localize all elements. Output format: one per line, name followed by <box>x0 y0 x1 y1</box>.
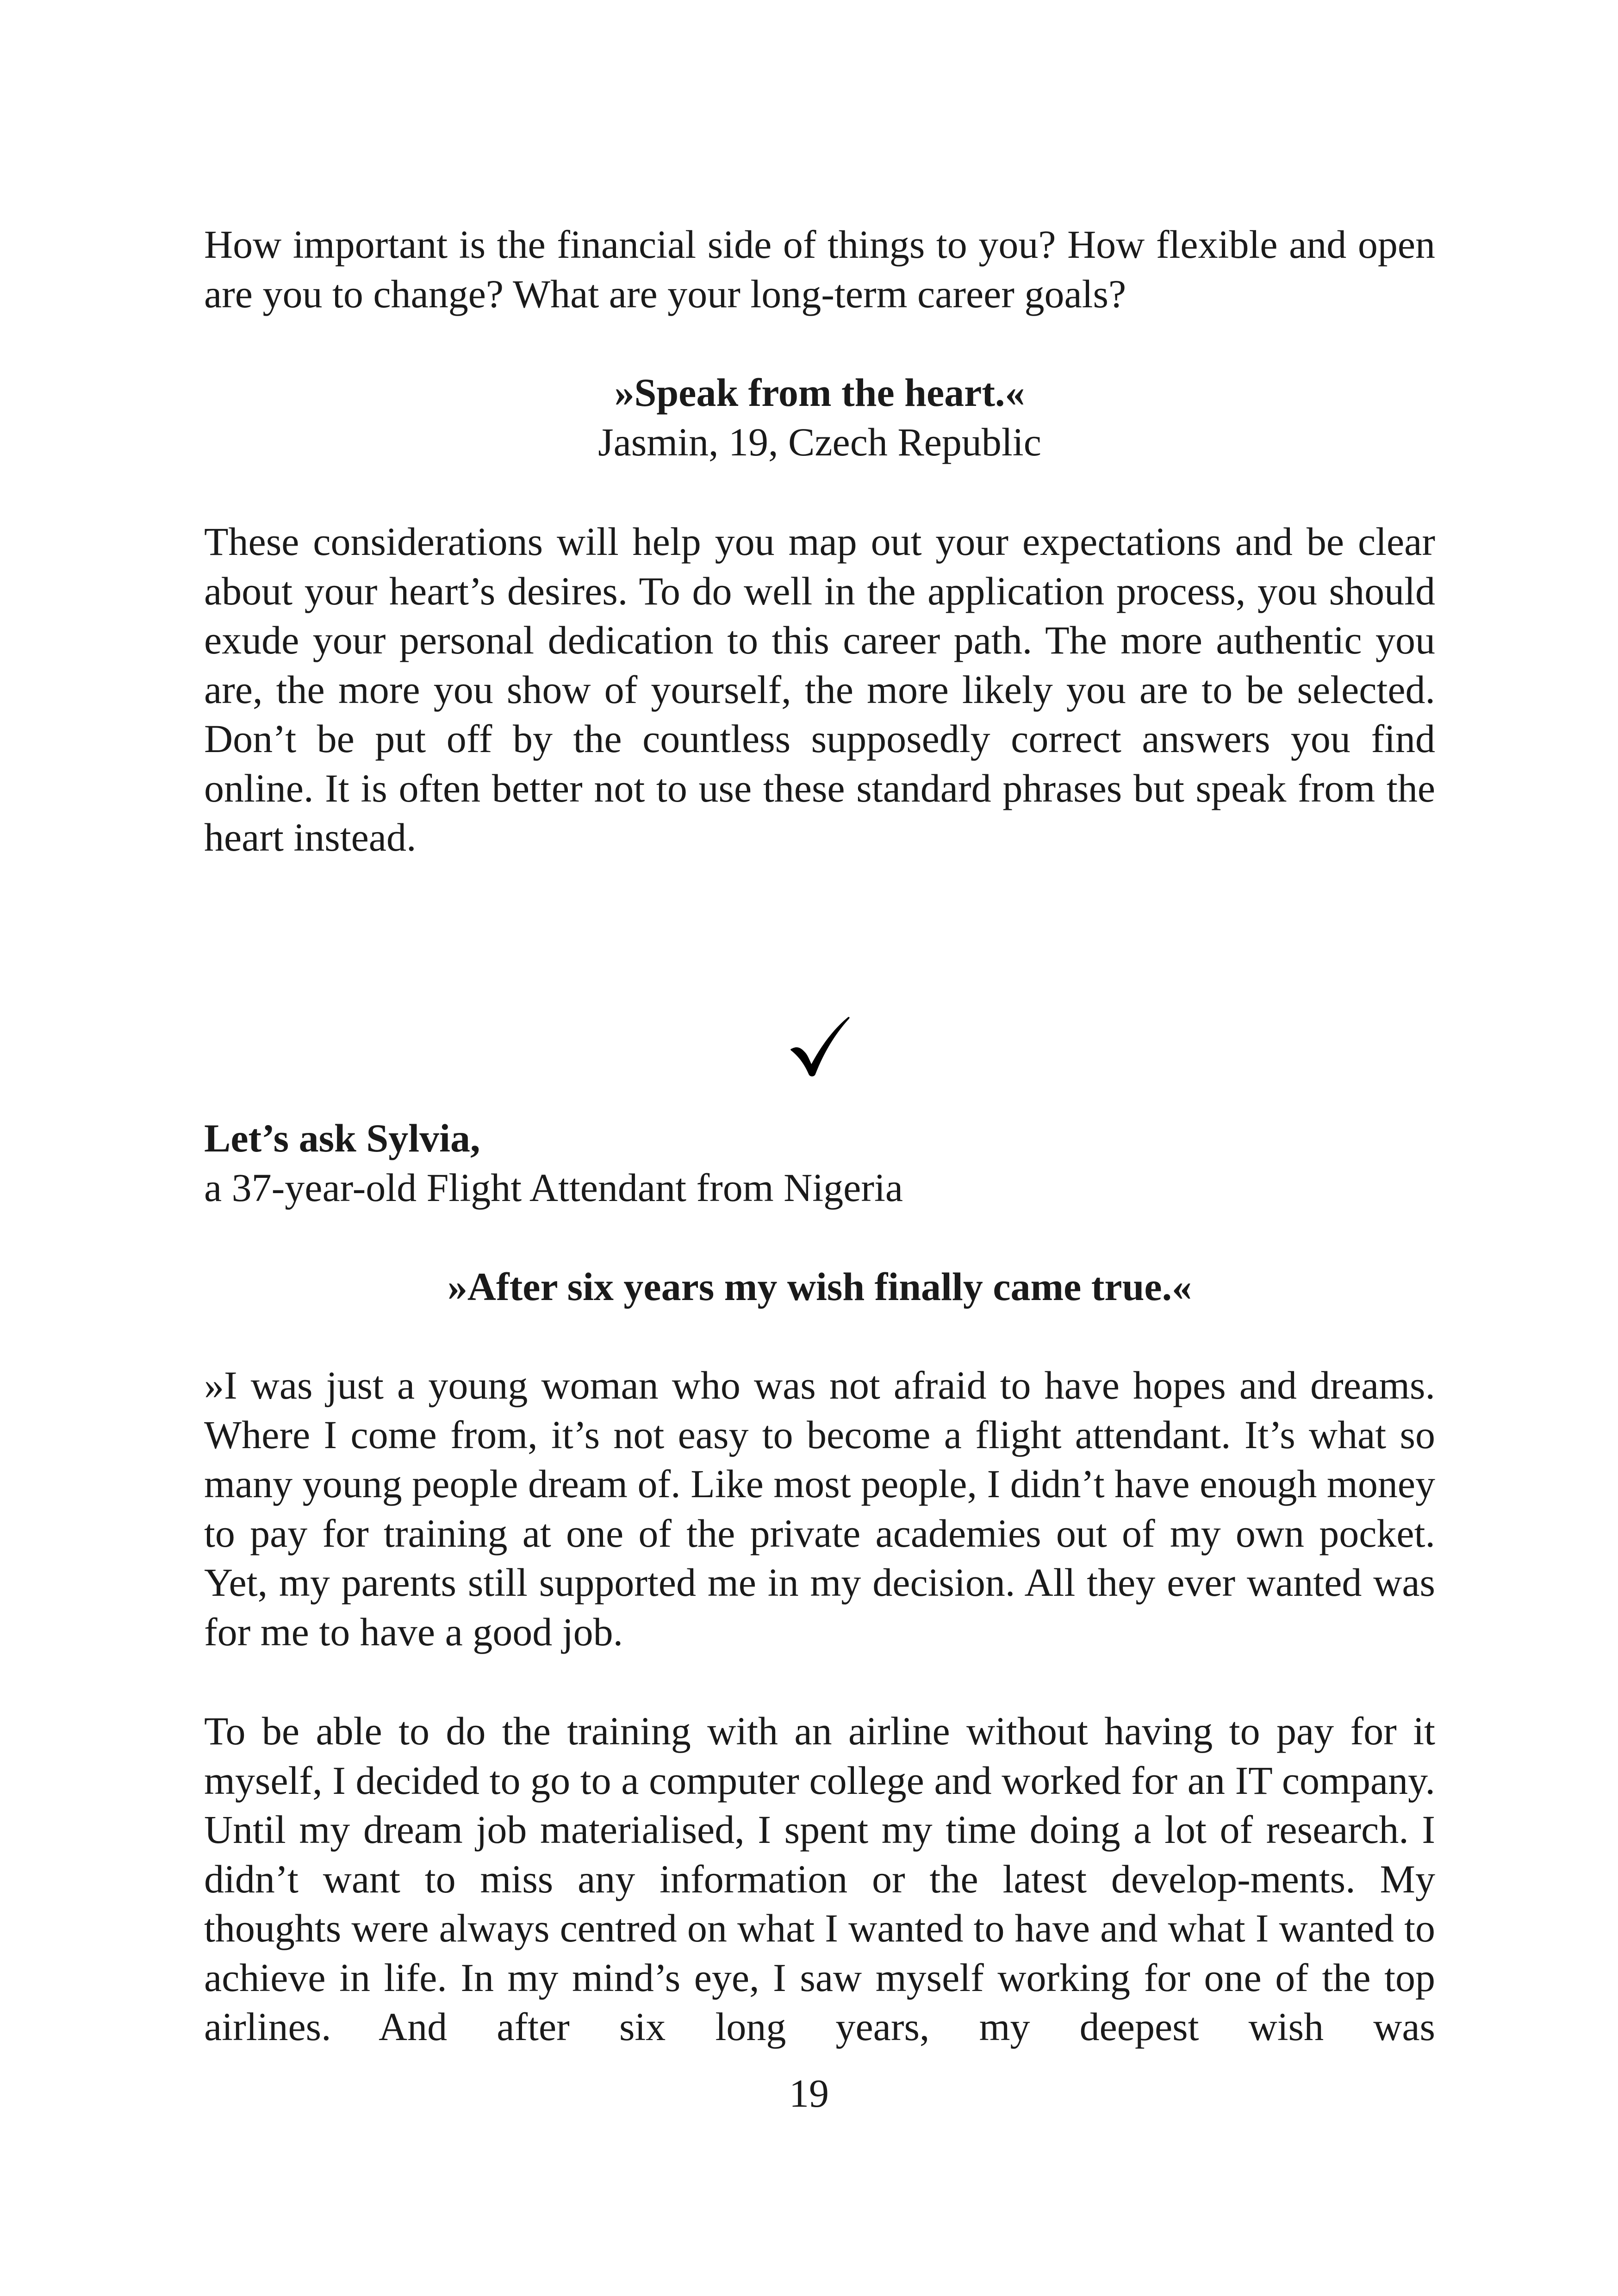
interview-quote-text: »After six years my wish finally came true.« <box>447 1264 1192 1309</box>
considerations-section <box>204 517 1435 862</box>
interview-quote <box>204 1262 1435 1312</box>
quote-attribution: Jasmin, 19, Czech Republic <box>598 419 1041 464</box>
considerations-paragraph: These considerations will help you map out your expectations and be clear about your heart’s desires. To do well in the application process, you should exude your personal dedication to this career path. The more authentic you are, the more you show of yourself, the more likely you are to be selected. Don’t be put off by the countless supposedly correct answers you find online. It is often better not to use these standard phrases but speak from the heart instead. <box>204 519 1435 859</box>
interview-heading: Let’s ask Sylvia, <box>204 1116 480 1160</box>
interview-subheading: a 37-year-old Flight Attendant from Nigeria <box>204 1165 903 1210</box>
intro-section <box>204 220 1435 318</box>
interview-body-1 <box>204 1361 1435 1656</box>
interview-header <box>204 1114 1435 1212</box>
interview-paragraph-1: »I was just a young woman who was not afraid to have hopes and dreams. Where I come from, it’s not easy to become a flight attendant. It’s what so many young people dream of. Like most people, I didn’t have enough money to pay for training at one of the private academies out of my own pocket. Yet, my parents still supported me in my decision. All they ever wanted was for me to have a good job. <box>204 1363 1435 1654</box>
interview-paragraph-2: To be able to do the training with an airline without having to pay for it myself, I decided to go to a computer college and worked for an IT company. Until my dream job materialised, I spent my time doing a lot of research. I didn’t want to miss any information or the latest develop-ments. My thoughts were always centred on what I wanted to have and what I wanted to achieve in life. In my mind’s eye, I saw myself working for one of the top airlines. And after six long years, my deepest wish was <box>204 1709 1435 2049</box>
interview-body-2 <box>204 1706 1435 2052</box>
quote-jasmin <box>204 368 1435 467</box>
page-number: 19 <box>789 2071 829 2116</box>
quote-text: »Speak from the heart.« <box>614 370 1025 415</box>
intro-paragraph: How important is the financial side of things to you? How flexible and open are you to change? What are your long-term career goals? <box>204 222 1435 316</box>
checkmark-icon <box>787 1014 852 1078</box>
